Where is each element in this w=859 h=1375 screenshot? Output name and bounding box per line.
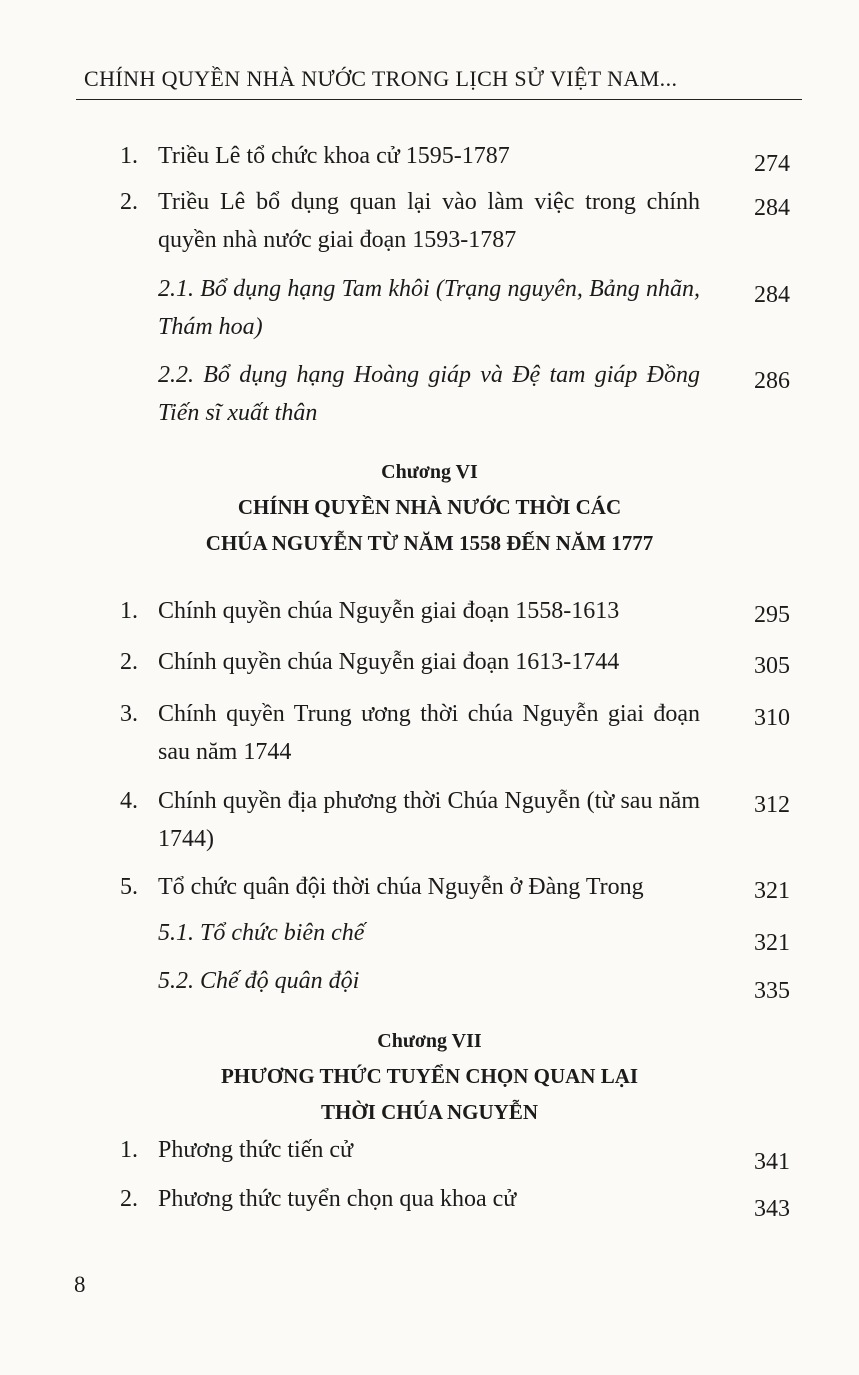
entry-title: Chính quyền địa phương thời Chúa Nguyễn (từ sau năm 1744) (158, 788, 700, 852)
entry-title: Triều Lê bổ dụng quan lại vào làm việc trong chính quyền nhà nước giai đoạn 1593-1787 (158, 189, 700, 253)
entry-title: Chính quyền chúa Nguyễn giai đoạn 1613-1744 (158, 649, 620, 675)
entry-number: 1. (120, 143, 138, 169)
subentry-title: 2.2. Bổ dụng hạng Hoàng giáp và Đệ tam giáp Đồng Tiến sĩ xuất thân (158, 362, 700, 426)
entry-number: 2. (120, 649, 138, 675)
entry-page: 284 (754, 195, 790, 221)
entry-title: Chính quyền chúa Nguyễn giai đoạn 1558-1613 (158, 598, 620, 624)
entry-page: 295 (754, 602, 790, 628)
subentry-title: 2.1. Bổ dụng hạng Tam khôi (Trạng nguyên, Bảng nhãn, Thám hoa) (158, 276, 700, 340)
entry-number: 5. (120, 874, 138, 900)
chapter-title-line: THỜI CHÚA NGUYỄN (320, 1100, 539, 1124)
chapter-title-line: CHÚA NGUYỄN TỪ NĂM 1558 ĐẾN NĂM 1777 (205, 531, 654, 555)
entry-number: 4. (120, 788, 138, 814)
entry-page: 321 (754, 930, 790, 956)
page-number: 8 (74, 1272, 86, 1297)
chapter-label: Chương VI (381, 461, 478, 483)
entry-number: 2. (120, 189, 138, 215)
entry-page: 312 (754, 792, 790, 818)
entry-page: 274 (754, 151, 790, 177)
entry-title: Chính quyền Trung ương thời chúa Nguyễn giai đoạn sau năm 1744 (158, 701, 700, 765)
entry-page: 286 (754, 368, 790, 394)
entry-page: 321 (754, 878, 790, 904)
header-rule (76, 99, 802, 100)
entry-title: Triều Lê tổ chức khoa cử 1595-1787 (158, 143, 510, 169)
chapter-heading (0, 455, 859, 561)
entry-number: 1. (120, 598, 138, 624)
entry-page: 341 (754, 1149, 790, 1175)
subentry-title: 5.2. Chế độ quân đội (158, 968, 360, 994)
entry-number: 3. (120, 701, 138, 727)
chapter-label: Chương VII (377, 1030, 482, 1052)
entry-number: 1. (120, 1137, 138, 1163)
entry-title: Tổ chức quân đội thời chúa Nguyễn ở Đàng Trong (158, 874, 644, 900)
running-head: CHÍNH QUYỀN NHÀ NƯỚC TRONG LỊCH SỬ VIỆT NAM... (84, 66, 678, 91)
entry-page: 335 (754, 978, 790, 1004)
entry-page: 310 (754, 705, 790, 731)
entry-page: 284 (754, 282, 790, 308)
chapter-title-line: PHƯƠNG THỨC TUYỂN CHỌN QUAN LẠI (220, 1064, 639, 1088)
entry-page: 343 (754, 1196, 790, 1222)
chapter-heading (0, 1024, 859, 1130)
entry-page: 305 (754, 653, 790, 679)
entry-title: Phương thức tiến cử (158, 1137, 354, 1163)
chapter-title-line: CHÍNH QUYỀN NHÀ NƯỚC THỜI CÁC (237, 495, 622, 519)
entry-number: 2. (120, 1186, 138, 1212)
entry-title: Phương thức tuyển chọn qua khoa cử (158, 1186, 517, 1212)
subentry-title: 5.1. Tổ chức biên chế (158, 920, 365, 946)
